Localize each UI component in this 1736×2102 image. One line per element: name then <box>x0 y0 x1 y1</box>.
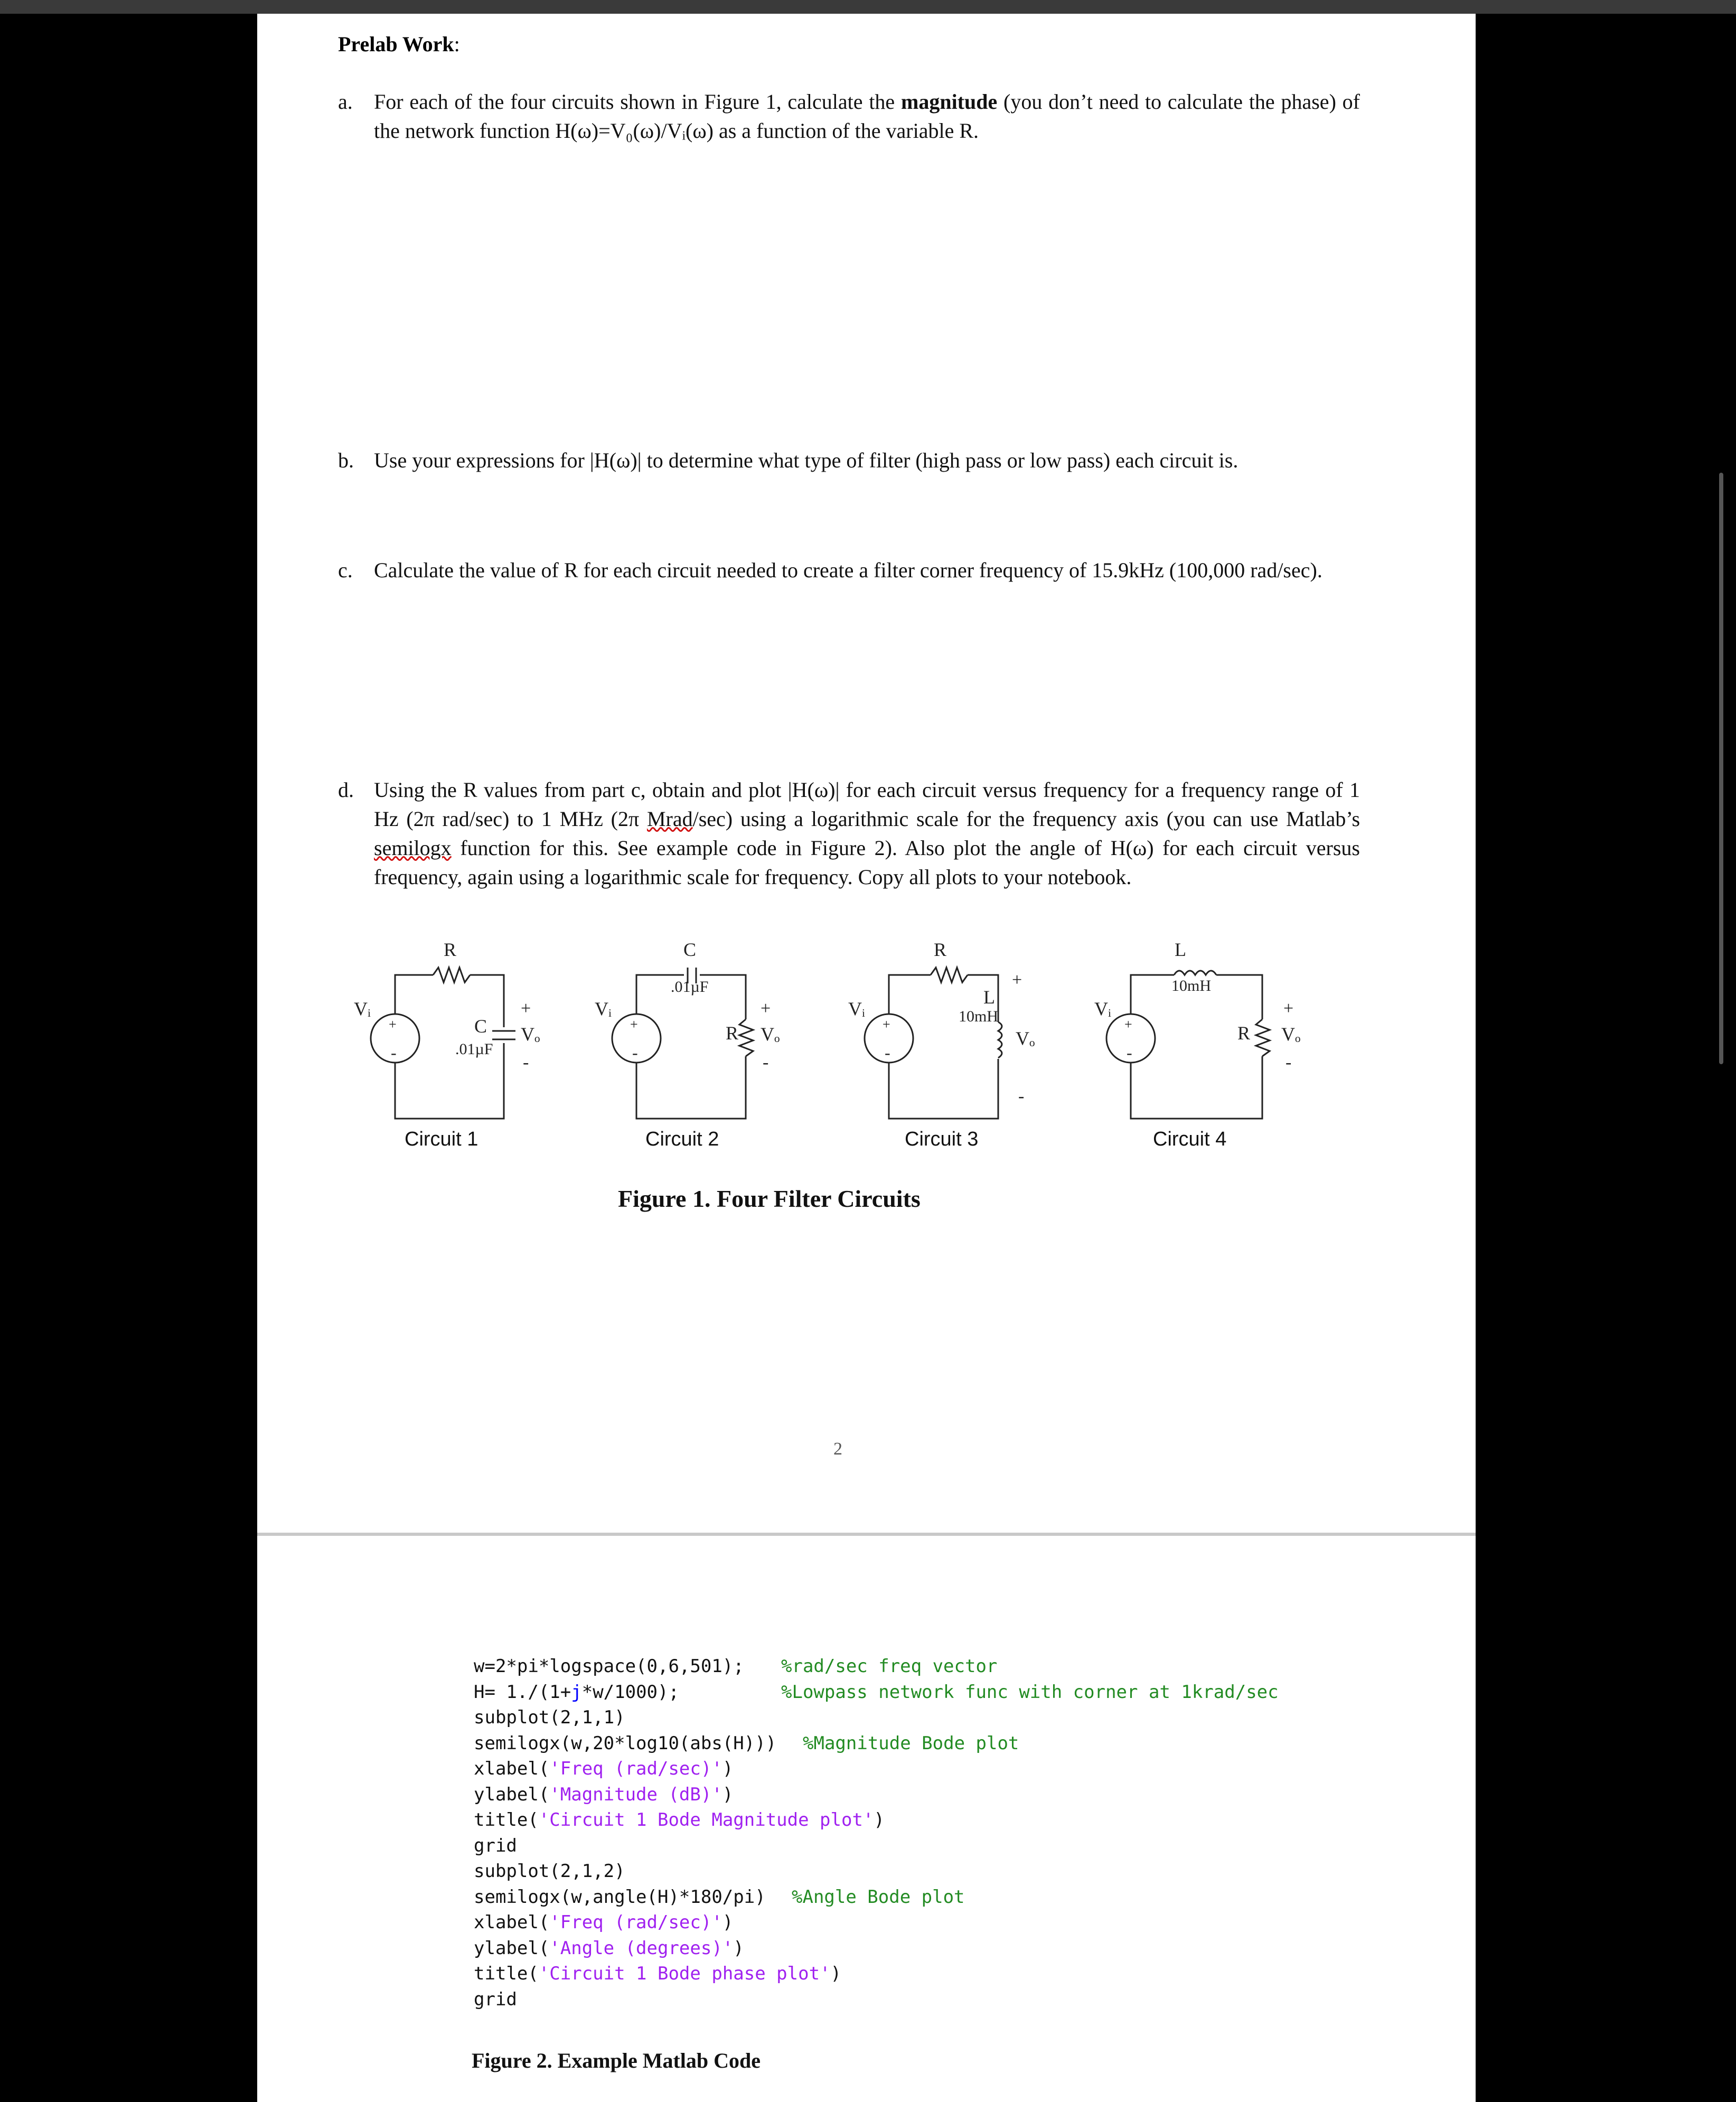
page-number: 2 <box>833 1439 842 1459</box>
prelab-heading: Prelab Work: <box>338 32 460 56</box>
code-line-6: ylabel('Magnitude (dB)') <box>474 1784 734 1805</box>
circuit-1-caption: Circuit 1 <box>405 1128 478 1150</box>
circuit-3-r-label: R <box>934 939 947 960</box>
question-c <box>338 556 1360 616</box>
circuit-4-vo: Vₒ <box>1281 1024 1301 1045</box>
circuit-1-minus: - <box>391 1043 397 1062</box>
circuit-3-vplus: + <box>1012 970 1022 990</box>
circuit-4-l-value: 10mH <box>1171 977 1211 994</box>
circuit-1-r-label: R <box>444 939 457 960</box>
circuit-3-l-value: 10mH <box>959 1008 998 1025</box>
circuit-1-vo: Vₒ <box>521 1024 540 1045</box>
viewer-top-bar <box>0 0 1736 14</box>
circuit-3-vo: Vₒ <box>1016 1028 1035 1049</box>
code-line-14: grid <box>474 1988 517 2010</box>
circuit-3-plus: + <box>883 1017 890 1032</box>
question-b-label: b. <box>338 448 354 472</box>
circuit-2-caption: Circuit 2 <box>645 1128 719 1150</box>
code-line-3: subplot(2,1,1) <box>474 1707 625 1728</box>
question-d-label: d. <box>338 778 354 802</box>
code-line-10: semilogx(w,angle(H)*180/pi) %Angle Bode plot <box>474 1886 965 1908</box>
circuit-3-vi: Vᵢ <box>848 998 865 1019</box>
circuit-3-minus: - <box>885 1043 890 1062</box>
circuit-4-vminus: - <box>1285 1053 1292 1072</box>
circuit-2-c-value: .01µF <box>671 978 709 996</box>
circuit-1-vplus: + <box>521 999 531 1018</box>
question-d-text: Using the R values from part c, obtain and plot |H(ω)| for each circuit versus frequency for a frequency range of 1 Hz (2π rad/sec) to 1 MHz (2π Mrad/sec) using a logarithmic scale for the frequency axis (you can use Matlab’s semilogx function for this. See example code in Figure 2). Also plot the angle of H(ω) for each circuit versus frequency, again using a logarithmic scale for frequency. Copy all plots to your notebook. <box>374 778 1360 889</box>
code-line-4: semilogx(w,20*log10(abs(H))) %Magnitude Bode plot <box>474 1732 1019 1754</box>
question-a-text: For each of the four circuits shown in Figure 1, calculate the magnitude (you don’t need to calculate the phase) of the network function H(ω)=V₀(ω)/Vᵢ(ω) as a function of the variable R. <box>374 90 1360 143</box>
matlab-code-block <box>474 1656 1279 2014</box>
document-page-1 <box>257 14 1476 1533</box>
circuit-4-vplus: + <box>1283 999 1294 1018</box>
circuit-3-caption: Circuit 3 <box>905 1128 979 1150</box>
code-line-8: grid <box>474 1835 517 1856</box>
circuit-1-diagram <box>354 939 540 1119</box>
code-line-13: title('Circuit 1 Bode phase plot') <box>474 1963 841 1984</box>
circuit-2-vi: Vᵢ <box>595 998 612 1019</box>
question-c-text: Calculate the value of R for each circuit needed to create a filter corner frequency of 15.9kHz (100,000 rad/sec). <box>374 558 1322 582</box>
circuit-4-l-label: L <box>1175 939 1186 960</box>
circuit-1-plus: + <box>389 1017 397 1032</box>
question-a <box>338 87 1360 148</box>
circuit-2-diagram <box>595 939 780 1119</box>
question-b <box>338 446 1360 477</box>
question-d <box>338 775 1360 923</box>
code-line-7: title('Circuit 1 Bode Magnitude plot') <box>474 1809 885 1831</box>
circuit-4-minus: - <box>1127 1043 1132 1062</box>
question-b-text: Use your expressions for |H(ω)| to determine what type of filter (high pass or low pass) each circuit is. <box>374 448 1238 472</box>
circuit-2-vo: Vₒ <box>761 1024 780 1045</box>
circuit-2-c-label: C <box>683 939 697 960</box>
circuit-4-vi: Vᵢ <box>1094 998 1111 1019</box>
circuit-1-c-value: .01µF <box>455 1040 493 1058</box>
code-line-11: xlabel('Freq (rad/sec)') <box>474 1912 734 1933</box>
question-c-label: c. <box>338 558 353 582</box>
circuit-1-vminus: - <box>523 1053 529 1072</box>
circuit-3-vminus: - <box>1018 1086 1025 1106</box>
circuit-1-c-label: C <box>474 1016 487 1037</box>
circuit-3-l-label: L <box>983 987 995 1008</box>
circuit-2-vplus: + <box>761 999 771 1018</box>
circuit-4-plus: + <box>1124 1017 1132 1032</box>
figure-1-caption: Figure 1. Four Filter Circuits <box>618 1185 921 1212</box>
code-line-2: H= 1./(1+j*w/1000); %Lowpass network func with corner at 1krad/sec <box>474 1681 1279 1703</box>
code-line-9: subplot(2,1,2) <box>474 1861 625 1882</box>
circuit-2-vminus: - <box>763 1053 769 1072</box>
circuit-2-plus: + <box>630 1017 638 1032</box>
circuit-2-r-label: R <box>726 1022 739 1044</box>
code-line-12: ylabel('Angle (degrees)') <box>474 1937 744 1959</box>
code-line-5: xlabel('Freq (rad/sec)') <box>474 1758 734 1779</box>
circuit-1-vi: Vᵢ <box>354 998 371 1019</box>
scrollbar[interactable] <box>1719 473 1723 1064</box>
figure-2-caption: Figure 2. Example Matlab Code <box>472 2049 761 2072</box>
circuit-4-r-label: R <box>1237 1022 1251 1044</box>
figure-1-circuits <box>338 935 1373 1178</box>
circuit-4-diagram <box>1094 939 1300 1119</box>
circuit-3-diagram <box>848 939 1035 1119</box>
code-line-1: w=2*pi*logspace(0,6,501); %rad/sec freq vector <box>474 1656 998 1677</box>
question-a-label: a. <box>338 90 353 114</box>
circuit-2-minus: - <box>632 1043 638 1062</box>
circuit-4-caption: Circuit 4 <box>1153 1128 1227 1150</box>
